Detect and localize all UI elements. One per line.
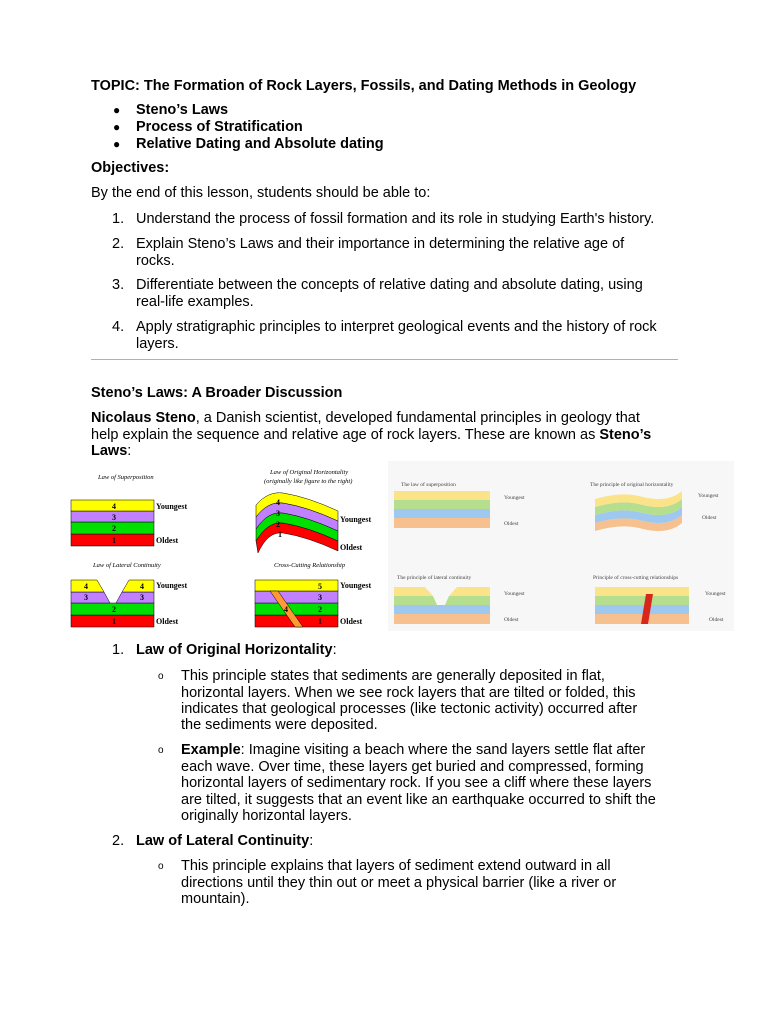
layer-number: 2 — [318, 605, 322, 614]
caption-p-crosscutting: Principle of cross-cutting relationships — [593, 575, 679, 581]
p-layer-4 — [394, 491, 490, 500]
objective-4-line-1: Apply stratigraphic principles to interpret geological events and the history of rock — [136, 319, 657, 335]
objective-number: 3. — [112, 277, 125, 293]
p-layer-4 — [595, 587, 689, 596]
law-1-p2-line-1-rest: : Imagine visiting a beach where the sand layers settle flat after — [240, 742, 646, 758]
layer-number: 3 — [318, 593, 322, 602]
layer-number: 3 — [84, 593, 88, 602]
objective-number: 1. — [112, 211, 125, 227]
layer-3 — [255, 591, 338, 603]
layer-number: 1 — [318, 617, 322, 626]
objective-3-line-2: real-life examples. — [136, 294, 254, 310]
caption-crosscutting: Cross-Cutting Relationship — [274, 562, 346, 569]
sub-bullet-icon: o — [158, 745, 164, 756]
p-layer-1 — [394, 614, 490, 624]
intro-line-3 — [91, 443, 131, 460]
objectives-intro: By the end of this lesson, students should be able to: — [91, 185, 431, 201]
layer-number: 5 — [318, 582, 322, 591]
caption-p-horizontality: The principle of original horizontality — [590, 482, 674, 488]
law-1-p1-line-1: This principle states that sediments are generally deposited in flat, — [181, 668, 605, 684]
youngest-label: Youngest — [504, 591, 525, 597]
layer-number: 2 — [276, 520, 280, 529]
law-2-title — [136, 833, 313, 850]
caption-p-superposition: The law of superposition — [401, 482, 456, 488]
caption-lateral: Law of Lateral Continuity — [93, 562, 161, 569]
law-1-p2-line-5: originally horizontal layers. — [181, 808, 352, 824]
section-heading: Steno’s Laws: A Broader Discussion — [91, 385, 343, 401]
intro-line-1-rest: , a Danish scientist, developed fundamental principles in geology that — [195, 410, 640, 426]
steno-laws-figure — [68, 461, 734, 631]
p-layer-2 — [394, 509, 490, 518]
topic-title: TOPIC: The Formation of Rock Layers, Fossils, and Dating Methods in Geology — [91, 78, 637, 94]
law-number: 1. — [112, 642, 125, 658]
youngest-label: Youngest — [705, 591, 726, 597]
oldest-label: Oldest — [709, 617, 724, 623]
objectives-heading: Objectives: — [91, 160, 170, 176]
layer-number: 4 — [140, 582, 144, 591]
law-2-p1-line-1: This principle explains that layers of sediment extend outward in all — [181, 858, 611, 874]
layer-number: 3 — [276, 509, 280, 518]
youngest-label: Youngest — [340, 581, 372, 590]
layer-number: 3 — [140, 593, 144, 602]
law-1-p1-line-3: indicates that geological processes (like tectonic activity) occurred after — [181, 701, 638, 717]
law-1-p1-line-4: the sediments were deposited. — [181, 717, 378, 733]
caption-horizontality-sub: (originally like figure to the right) — [264, 478, 353, 485]
youngest-label: Youngest — [340, 515, 372, 524]
law-2-p1-line-3: mountain). — [181, 891, 250, 907]
intro-colon: : — [127, 443, 132, 459]
layer-number: 3 — [112, 513, 116, 522]
law-2-colon: : — [309, 833, 314, 849]
objective-number: 4. — [112, 319, 125, 335]
caption-p-lateral: The principle of lateral continuity — [397, 575, 472, 581]
law-1-title-text: Law of Original Horizontality — [136, 642, 333, 658]
sub-bullet-icon: o — [158, 861, 164, 872]
oldest-label: Oldest — [156, 617, 179, 626]
steno-laws-bold: Steno’s — [599, 427, 652, 443]
layer-number: 1 — [112, 617, 116, 626]
layer-number: 4 — [284, 605, 288, 614]
objective-number: 2. — [112, 236, 125, 252]
layer-number: 4 — [112, 502, 116, 511]
objective-1-line-1: Understand the process of fossil formation and its role in studying Earth's history. — [136, 211, 655, 227]
objective-4-line-2: layers. — [136, 336, 179, 352]
bullet-icon: ● — [113, 103, 121, 117]
objective-3-line-1: Differentiate between the concepts of relative dating and absolute dating, using — [136, 277, 643, 293]
objective-2-line-1: Explain Steno’s Laws and their importance in determining the relative age of — [136, 236, 625, 252]
topic-bullet-2: Process of Stratification — [136, 119, 303, 135]
steno-name: Nicolaus Steno — [91, 410, 196, 426]
layer-number: 1 — [278, 530, 282, 539]
layer-number: 4 — [84, 582, 88, 591]
layer-number: 2 — [112, 524, 116, 533]
layer-5 — [255, 580, 338, 591]
law-1-title — [136, 642, 337, 659]
p-layer-2 — [595, 605, 689, 614]
layer-2 — [255, 603, 338, 615]
law-1-p2-line-2: each wave. Over time, these layers get buried and compressed, forming — [181, 759, 644, 775]
law-number: 2. — [112, 833, 125, 849]
law-1-p2-line-3: horizontal layers of sedimentary rock. If you see a cliff where these layers — [181, 775, 652, 791]
youngest-label: Youngest — [156, 581, 188, 590]
section-divider — [91, 359, 678, 360]
objective-2-line-2: rocks. — [136, 253, 175, 269]
law-1-p2-line-4: are tilted, it suggests that an event like an earthquake occurred to shift the — [181, 792, 656, 808]
sub-bullet-icon: o — [158, 671, 164, 682]
topic-bullet-1: Steno’s Laws — [136, 102, 229, 118]
p-layer-3 — [394, 500, 490, 509]
oldest-label: Oldest — [702, 515, 717, 521]
intro-line-2 — [91, 427, 651, 444]
oldest-label: Oldest — [340, 543, 363, 552]
oldest-label: Oldest — [504, 521, 519, 527]
bullet-icon: ● — [113, 120, 121, 134]
layer-number: 4 — [276, 498, 280, 507]
laws-bold: Laws — [91, 443, 128, 459]
law-1-p1-line-2: horizontal layers. When we see rock layers that are tilted or folded, this — [181, 685, 636, 701]
topic-bullet-3: Relative Dating and Absolute dating — [136, 136, 384, 152]
youngest-label: Youngest — [504, 495, 525, 501]
law-2-title-text: Law of Lateral Continuity — [136, 833, 310, 849]
layer-number: 2 — [112, 605, 116, 614]
oldest-label: Oldest — [340, 617, 363, 626]
intro-line-2-text: help explain the sequence and relative age of rock layers. These are known as — [91, 427, 600, 443]
p-layer-3 — [595, 596, 689, 605]
bullet-icon: ● — [113, 137, 121, 151]
law-1-p2-line-1 — [181, 742, 645, 759]
youngest-label: Youngest — [156, 502, 188, 511]
layer-number: 1 — [112, 536, 116, 545]
caption-horizontality: Law of Original Horizontality — [270, 469, 349, 476]
oldest-label: Oldest — [504, 617, 519, 623]
law-1-colon: : — [332, 642, 337, 658]
example-label: Example — [181, 742, 241, 758]
oldest-label: Oldest — [156, 536, 179, 545]
intro-line-1 — [91, 410, 640, 427]
caption-superposition: Law of Superposition — [98, 474, 154, 481]
youngest-label: Youngest — [698, 493, 719, 499]
p-layer-2 — [394, 605, 490, 614]
law-2-p1-line-2: directions until they thin out or meet a physical barrier (like a river or — [181, 875, 617, 891]
p-layer-1 — [394, 518, 490, 528]
